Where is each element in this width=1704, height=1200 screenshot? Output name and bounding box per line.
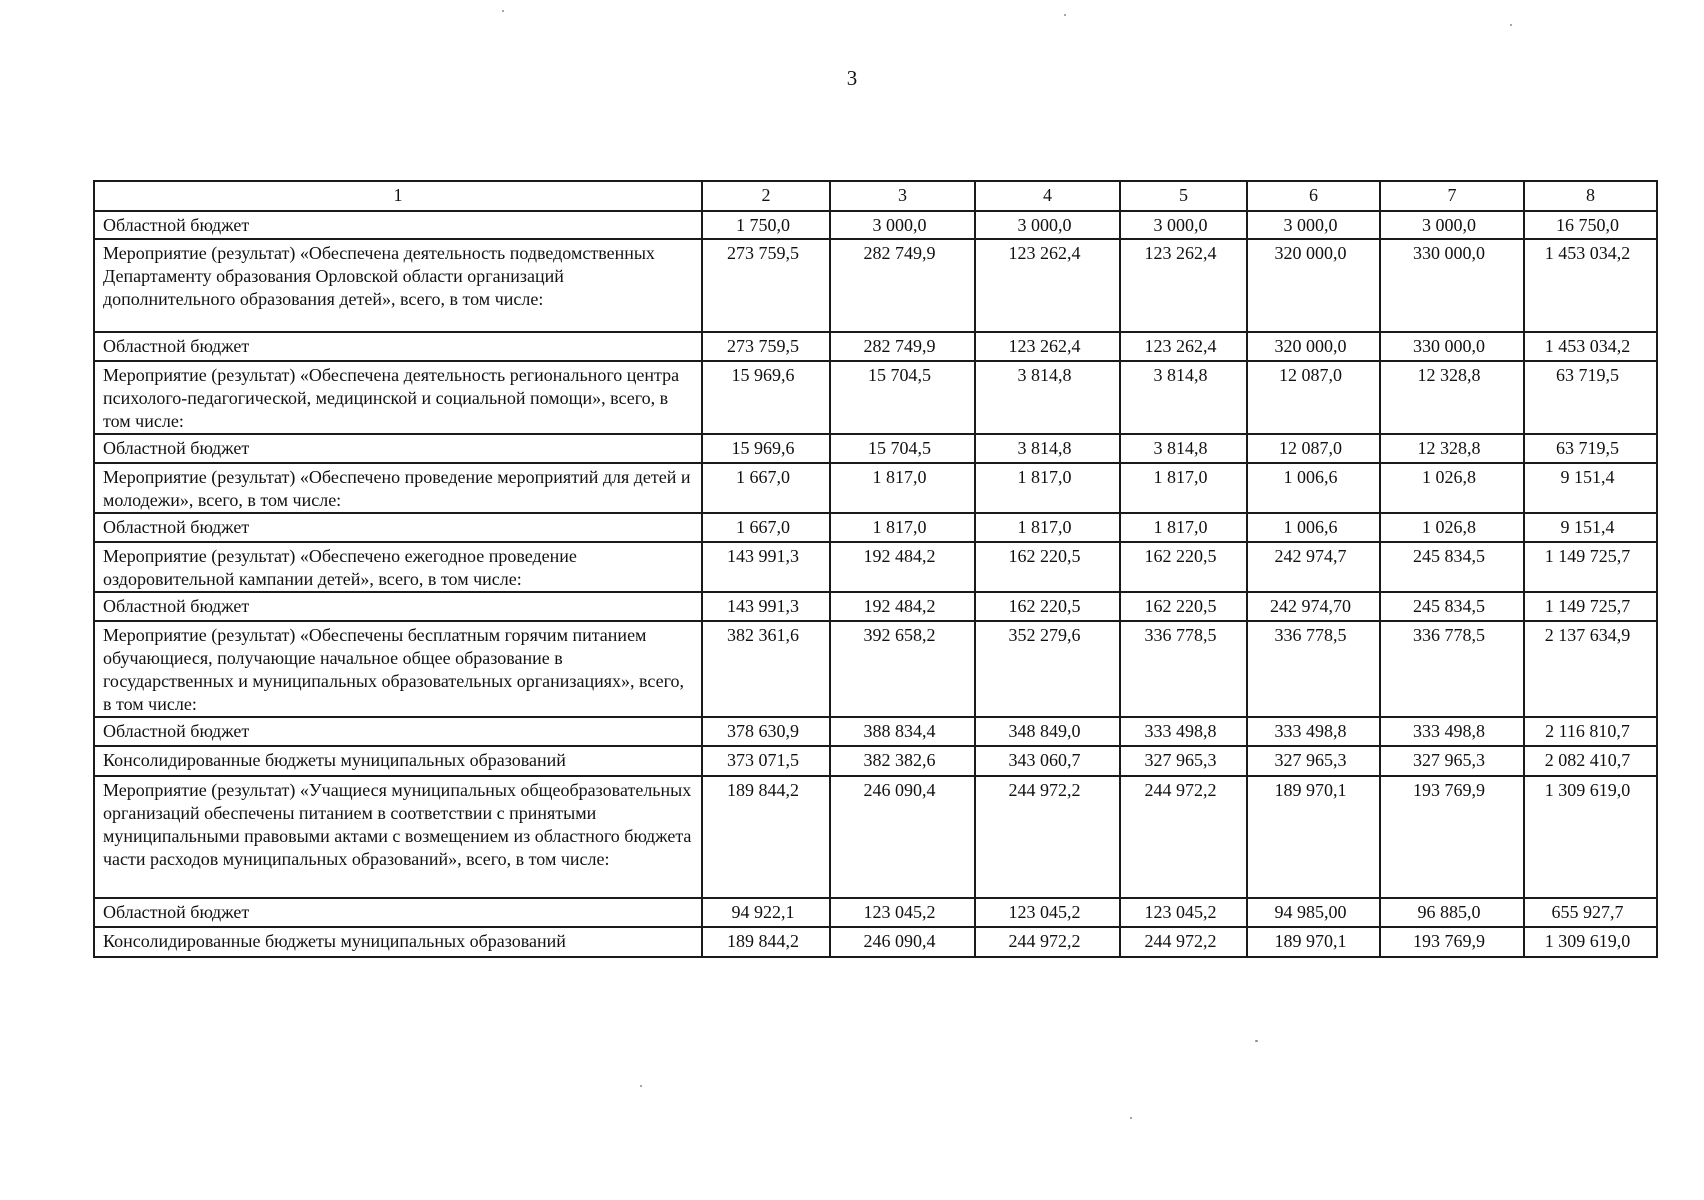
column-header: 1 [94,181,702,211]
value-cell: 382 382,6 [830,746,975,776]
value-cell: 162 220,5 [1120,592,1247,621]
value-cell: 193 769,9 [1380,927,1524,957]
value-cell: 3 814,8 [1120,434,1247,463]
value-cell: 330 000,0 [1380,239,1524,332]
row-label: Консолидированные бюджеты муниципальных образований [94,746,702,776]
value-cell: 3 814,8 [975,361,1120,434]
value-cell: 330 000,0 [1380,332,1524,361]
value-cell: 1 750,0 [702,211,830,239]
value-cell: 1 817,0 [975,513,1120,542]
scan-speck [502,10,504,12]
value-cell: 273 759,5 [702,239,830,332]
table-row [94,434,1657,463]
value-cell: 1 149 725,7 [1524,592,1657,621]
scan-speck [640,1085,642,1087]
value-cell: 282 749,9 [830,332,975,361]
page-number: 3 [846,66,858,90]
scan-speck [1510,24,1512,26]
value-cell: 388 834,4 [830,717,975,746]
value-cell: 189 844,2 [702,776,830,898]
value-cell: 123 045,2 [975,898,1120,927]
value-cell: 320 000,0 [1247,239,1380,332]
row-label: Мероприятие (результат) «Обеспечено ежегодное проведение оздоровительной кампании детей», всего, в том числе: [94,542,702,592]
value-cell: 123 045,2 [830,898,975,927]
value-cell: 327 965,3 [1247,746,1380,776]
value-cell: 333 498,8 [1247,717,1380,746]
value-cell: 9 151,4 [1524,463,1657,513]
value-cell: 143 991,3 [702,592,830,621]
row-label: Областной бюджет [94,513,702,542]
table-row [94,621,1657,717]
column-header: 4 [975,181,1120,211]
value-cell: 15 704,5 [830,434,975,463]
value-cell: 189 970,1 [1247,927,1380,957]
value-cell: 1 667,0 [702,463,830,513]
value-cell: 123 262,4 [1120,332,1247,361]
value-cell: 1 309 619,0 [1524,927,1657,957]
value-cell: 2 082 410,7 [1524,746,1657,776]
row-label: Мероприятие (результат) «Обеспечены бесплатным горячим питанием обучающиеся, получающие начальное общее образование в государственных и муниципальных образовательных организациях», всего, в том числе: [94,621,702,717]
value-cell: 246 090,4 [830,927,975,957]
value-cell: 63 719,5 [1524,361,1657,434]
value-cell: 382 361,6 [702,621,830,717]
value-cell: 245 834,5 [1380,592,1524,621]
value-cell: 327 965,3 [1120,746,1247,776]
value-cell: 3 814,8 [975,434,1120,463]
row-label: Консолидированные бюджеты муниципальных образований [94,927,702,957]
value-cell: 343 060,7 [975,746,1120,776]
value-cell: 3 000,0 [1120,211,1247,239]
value-cell: 1 026,8 [1380,463,1524,513]
value-cell: 245 834,5 [1380,542,1524,592]
table-row [94,592,1657,621]
value-cell: 162 220,5 [975,542,1120,592]
value-cell: 1 149 725,7 [1524,542,1657,592]
value-cell: 320 000,0 [1247,332,1380,361]
table-row [94,898,1657,927]
column-header: 6 [1247,181,1380,211]
value-cell: 123 045,2 [1120,898,1247,927]
row-label: Мероприятие (результат) «Обеспечено проведение мероприятий для детей и молодежи», всего, в том числе: [94,463,702,513]
value-cell: 242 974,7 [1247,542,1380,592]
row-label: Областной бюджет [94,717,702,746]
budget-table [93,180,1658,958]
value-cell: 162 220,5 [1120,542,1247,592]
value-cell: 94 922,1 [702,898,830,927]
column-header: 8 [1524,181,1657,211]
value-cell: 193 769,9 [1380,776,1524,898]
value-cell: 12 328,8 [1380,434,1524,463]
value-cell: 1 667,0 [702,513,830,542]
value-cell: 3 000,0 [1247,211,1380,239]
value-cell: 1 006,6 [1247,463,1380,513]
value-cell: 123 262,4 [975,332,1120,361]
table-header-row [94,181,1657,211]
table-row [94,746,1657,776]
value-cell: 327 965,3 [1380,746,1524,776]
value-cell: 336 778,5 [1247,621,1380,717]
value-cell: 244 972,2 [1120,776,1247,898]
table-row [94,542,1657,592]
row-label: Областной бюджет [94,434,702,463]
value-cell: 282 749,9 [830,239,975,332]
value-cell: 1 817,0 [1120,513,1247,542]
value-cell: 333 498,8 [1380,717,1524,746]
value-cell: 15 969,6 [702,434,830,463]
table-row [94,776,1657,898]
value-cell: 2 137 634,9 [1524,621,1657,717]
value-cell: 1 817,0 [975,463,1120,513]
column-header: 2 [702,181,830,211]
value-cell: 3 814,8 [1120,361,1247,434]
value-cell: 15 704,5 [830,361,975,434]
value-cell: 2 116 810,7 [1524,717,1657,746]
row-label: Областной бюджет [94,332,702,361]
row-label: Областной бюджет [94,592,702,621]
value-cell: 12 087,0 [1247,361,1380,434]
table-row [94,927,1657,957]
value-cell: 15 969,6 [702,361,830,434]
value-cell: 189 844,2 [702,927,830,957]
column-header: 5 [1120,181,1247,211]
row-label: Мероприятие (результат) «Обеспечена деятельность регионального центра психолого-педагогической, медицинской и социальной помощи», всего, в том числе: [94,361,702,434]
value-cell: 392 658,2 [830,621,975,717]
value-cell: 96 885,0 [1380,898,1524,927]
table-row [94,211,1657,239]
value-cell: 162 220,5 [975,592,1120,621]
value-cell: 348 849,0 [975,717,1120,746]
row-label: Мероприятие (результат) «Обеспечена деятельность подведомственных Департаменту образования Орловской области организаций дополнительного образования детей», всего, в том числе: [94,239,702,332]
table-row [94,513,1657,542]
table-row [94,239,1657,332]
scan-speck [1130,1117,1132,1119]
value-cell: 1 453 034,2 [1524,332,1657,361]
value-cell: 336 778,5 [1380,621,1524,717]
value-cell: 373 071,5 [702,746,830,776]
value-cell: 3 000,0 [975,211,1120,239]
value-cell: 1 006,6 [1247,513,1380,542]
value-cell: 655 927,7 [1524,898,1657,927]
value-cell: 1 817,0 [1120,463,1247,513]
value-cell: 63 719,5 [1524,434,1657,463]
value-cell: 143 991,3 [702,542,830,592]
value-cell: 244 972,2 [975,776,1120,898]
value-cell: 192 484,2 [830,592,975,621]
table-row [94,361,1657,434]
row-label: Мероприятие (результат) «Учащиеся муниципальных общеобразовательных организаций обеспечены питанием в соответствии с принятыми муниципальными правовыми актами с возмещением из областного бюджета части расходов муниципальных образований», всего, в том числе: [94,776,702,898]
scan-speck [1064,14,1066,16]
value-cell: 1 817,0 [830,463,975,513]
value-cell: 3 000,0 [1380,211,1524,239]
table-row [94,717,1657,746]
value-cell: 12 087,0 [1247,434,1380,463]
value-cell: 94 985,00 [1247,898,1380,927]
value-cell: 1 453 034,2 [1524,239,1657,332]
value-cell: 244 972,2 [975,927,1120,957]
value-cell: 1 817,0 [830,513,975,542]
value-cell: 16 750,0 [1524,211,1657,239]
value-cell: 192 484,2 [830,542,975,592]
value-cell: 246 090,4 [830,776,975,898]
row-label: Областной бюджет [94,898,702,927]
value-cell: 123 262,4 [1120,239,1247,332]
value-cell: 1 309 619,0 [1524,776,1657,898]
table-row [94,332,1657,361]
value-cell: 378 630,9 [702,717,830,746]
value-cell: 189 970,1 [1247,776,1380,898]
value-cell: 273 759,5 [702,332,830,361]
value-cell: 336 778,5 [1120,621,1247,717]
value-cell: 9 151,4 [1524,513,1657,542]
row-label: Областной бюджет [94,211,702,239]
value-cell: 1 026,8 [1380,513,1524,542]
scan-speck [1255,1040,1258,1042]
column-header: 7 [1380,181,1524,211]
value-cell: 352 279,6 [975,621,1120,717]
table-body [94,181,1657,957]
table-row [94,463,1657,513]
value-cell: 123 262,4 [975,239,1120,332]
value-cell: 333 498,8 [1120,717,1247,746]
column-header: 3 [830,181,975,211]
value-cell: 244 972,2 [1120,927,1247,957]
value-cell: 242 974,70 [1247,592,1380,621]
value-cell: 3 000,0 [830,211,975,239]
value-cell: 12 328,8 [1380,361,1524,434]
